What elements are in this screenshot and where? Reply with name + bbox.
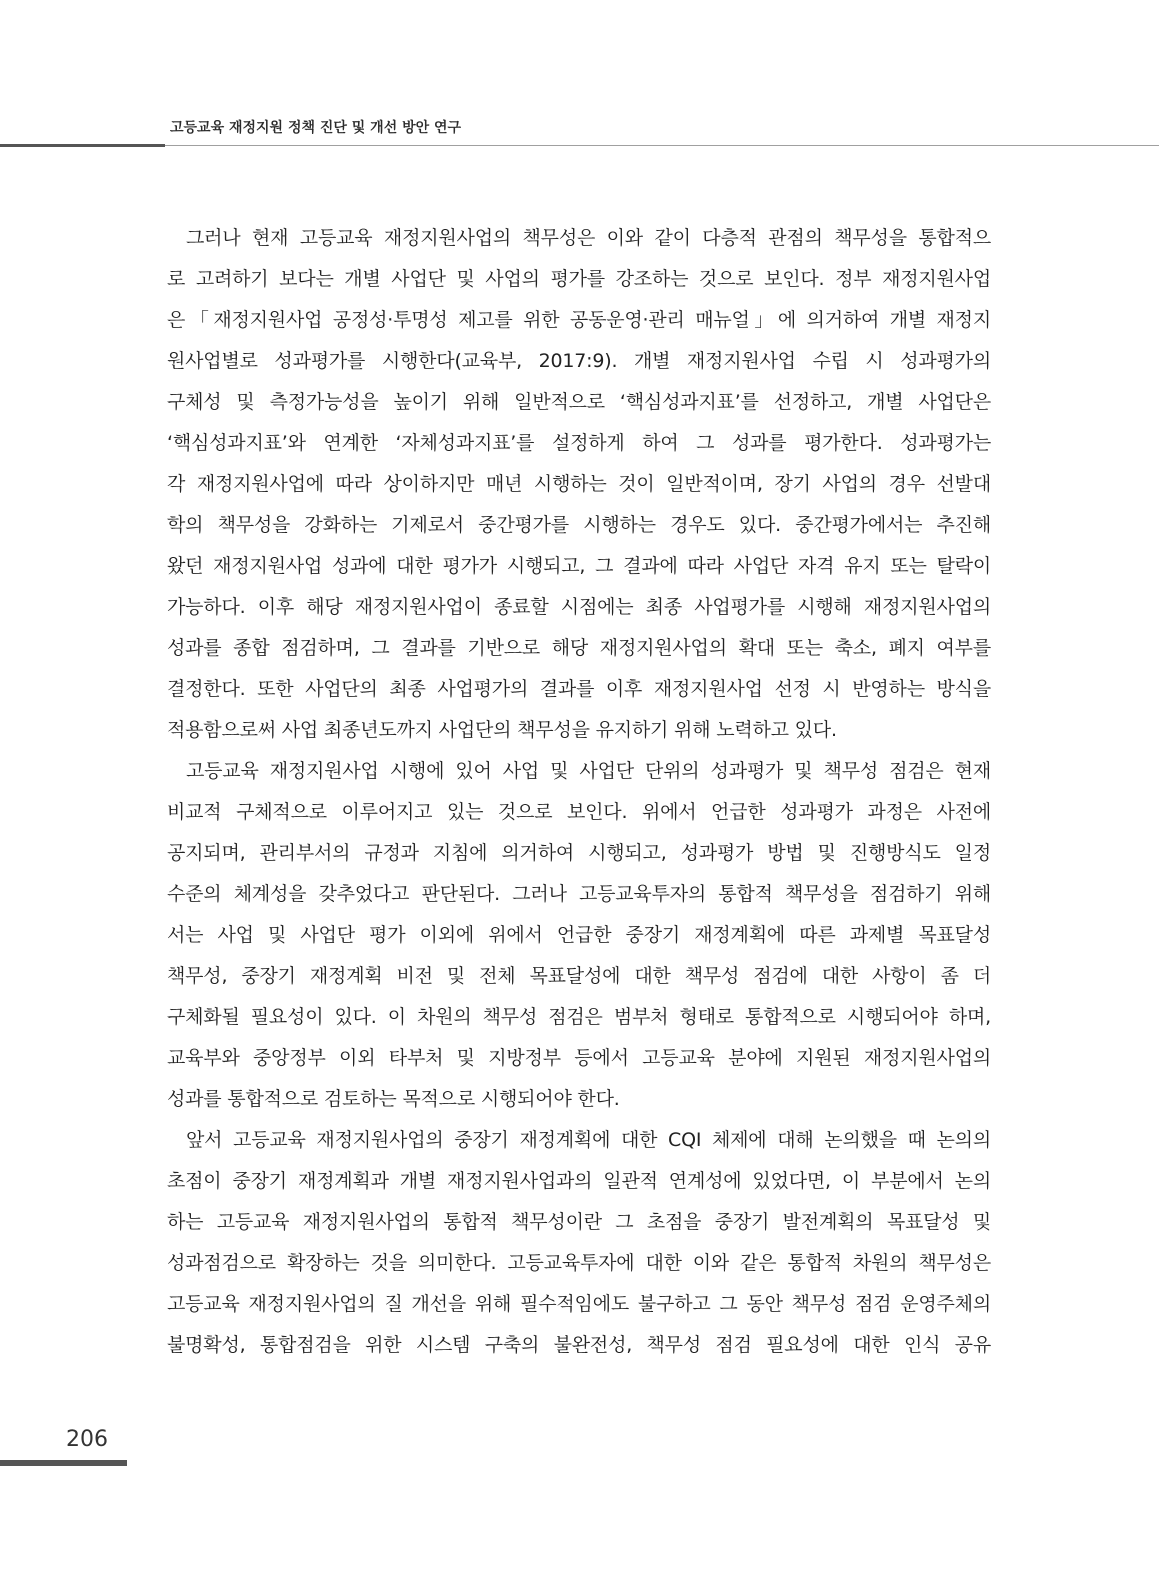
text-line: 고등교육 재정지원사업의 질 개선을 위해 필수적임에도 불구하고 그 동안 책무성 점검 운영주체의 xyxy=(167,1293,991,1315)
text-line: ‘핵심성과지표’와 연계한 ‘자체성과지표’를 설정하게 하여 그 성과를 평가한다. 성과평가는 xyxy=(167,432,991,454)
text-line: 교육부와 중앙정부 이외 타부처 및 지방정부 등에서 고등교육 분야에 지원된 재정지원사업의 xyxy=(167,1047,991,1069)
paragraph-2 xyxy=(167,751,991,1120)
text-line: 그러나 현재 고등교육 재정지원사업의 책무성은 이와 같이 다층적 관점의 책무성을 통합적으 xyxy=(186,227,991,249)
text-line: 은「재정지원사업 공정성·투명성 제고를 위한 공동운영·관리 매뉴얼」에 의거하여 개별 재정지 xyxy=(167,309,991,331)
text-line: 공지되며, 관리부서의 규정과 지침에 의거하여 시행되고, 성과평가 방법 및 진행방식도 일정 xyxy=(167,842,991,864)
text-line: 초점이 중장기 재정계획과 개별 재정지원사업과의 일관적 연계성에 있었다면, 이 부분에서 논의 xyxy=(167,1170,991,1192)
paragraph-3 xyxy=(167,1120,991,1366)
paragraph-1 xyxy=(167,218,991,751)
text-line: 결정한다. 또한 사업단의 최종 사업평가의 결과를 이후 재정지원사업 선정 시 반영하는 방식을 xyxy=(167,678,991,700)
text-line: 각 재정지원사업에 따라 상이하지만 매년 시행하는 것이 일반적이며, 장기 사업의 경우 선발대 xyxy=(167,473,991,495)
text-line: 구체성 및 측정가능성을 높이기 위해 일반적으로 ‘핵심성과지표’를 선정하고, 개별 사업단은 xyxy=(167,391,991,413)
text-line: 고등교육 재정지원사업 시행에 있어 사업 및 사업단 단위의 성과평가 및 책무성 점검은 현재 xyxy=(186,760,991,782)
text-line: 불명확성, 통합점검을 위한 시스템 구축의 불완전성, 책무성 점검 필요성에 대한 인식 공유 xyxy=(167,1334,991,1356)
text-line: 로 고려하기 보다는 개별 사업단 및 사업의 평가를 강조하는 것으로 보인다. 정부 재정지원사업 xyxy=(167,268,991,290)
text-line: 성과를 종합 점검하며, 그 결과를 기반으로 해당 재정지원사업의 확대 또는 축소, 폐지 여부를 xyxy=(167,637,991,659)
text-line: 책무성, 중장기 재정계획 비전 및 전체 목표달성에 대한 책무성 점검에 대한 사항이 좀 더 xyxy=(167,965,991,987)
text-line: 원사업별로 성과평가를 시행한다(교육부, 2017:9). 개별 재정지원사업 수립 시 성과평가의 xyxy=(167,350,991,372)
text-line: 수준의 체계성을 갖추었다고 판단된다. 그러나 고등교육투자의 통합적 책무성을 점검하기 위해 xyxy=(167,883,991,905)
header-rule-accent xyxy=(0,144,165,147)
page-number: 206 xyxy=(66,1427,108,1452)
text-line: 성과점검으로 확장하는 것을 의미한다. 고등교육투자에 대한 이와 같은 통합적 차원의 책무성은 xyxy=(167,1252,991,1274)
text-line: 왔던 재정지원사업 성과에 대한 평가가 시행되고, 그 결과에 따라 사업단 자격 유지 또는 탈락이 xyxy=(167,555,991,577)
text-line: 비교적 구체적으로 이루어지고 있는 것으로 보인다. 위에서 언급한 성과평가 과정은 사전에 xyxy=(167,801,991,823)
text-line: 가능하다. 이후 해당 재정지원사업이 종료할 시점에는 최종 사업평가를 시행해 재정지원사업의 xyxy=(167,596,991,618)
text-line: 하는 고등교육 재정지원사업의 통합적 책무성이란 그 초점을 중장기 발전계획의 목표달성 및 xyxy=(167,1211,991,1233)
running-header-title: 고등교육 재정지원 정책 진단 및 개선 방안 연구 xyxy=(170,120,462,136)
text-line: 성과를 통합적으로 검토하는 목적으로 시행되어야 한다. xyxy=(167,1088,620,1110)
header-rule xyxy=(165,145,1159,146)
footer-rule xyxy=(0,1460,127,1466)
text-line: 앞서 고등교육 재정지원사업의 중장기 재정계획에 대한 CQI 체제에 대해 논의했을 때 논의의 xyxy=(186,1129,991,1151)
text-line: 구체화될 필요성이 있다. 이 차원의 책무성 점검은 범부처 형태로 통합적으로 시행되어야 하며, xyxy=(167,1006,991,1028)
body-text xyxy=(167,218,991,1366)
text-line: 학의 책무성을 강화하는 기제로서 중간평가를 시행하는 경우도 있다. 중간평가에서는 추진해 xyxy=(167,514,991,536)
text-line: 서는 사업 및 사업단 평가 이외에 위에서 언급한 중장기 재정계획에 따른 과제별 목표달성 xyxy=(167,924,991,946)
text-line: 적용함으로써 사업 최종년도까지 사업단의 책무성을 유지하기 위해 노력하고 있다. xyxy=(167,719,837,741)
